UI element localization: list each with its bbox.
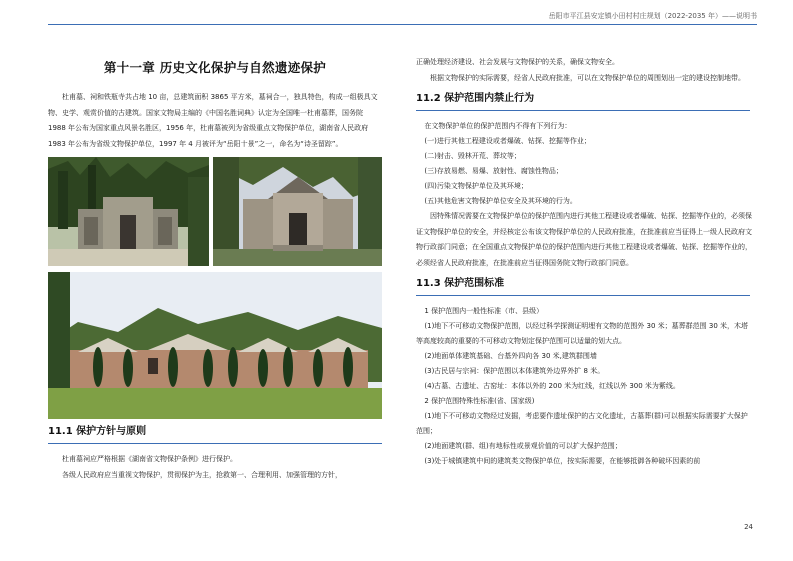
chapter-title: 第十一章 历史文化保护与自然遗迹保护 (103, 60, 327, 75)
special-standard-item: (1)地下不可移动文物经过发掘，考虑要作遗址保护的古文化遗址，古墓葬(群)可以根据实际需要扩大保护范围； (416, 412, 748, 435)
photo-tomb-gate (48, 157, 209, 266)
intro-paragraph: 杜甫墓、祠和铁瓶寺共占地 10 亩，总建筑面积 3865 平方米，墓祠合一，独具特色，构成一组极具文物、史学、观赏价值的古建筑。国家文物局主编的《中国名胜词典》认定为全国唯一杜甫墓葬，国务院 1988 年公布为国家重点风景名胜区，1956 年，杜甫墓被列为省级重点文物保护单位，湖南省人民政府 1983 年公布为省级文物保护单位，1997 年 4 月被评为“岳阳十景”之一，命名为“诗圣留踪”。 (48, 93, 378, 148)
special-case-paragraph: 因特殊情况需要在文物保护单位的保护范围内进行其他工程建设或者爆破、钻探、挖掘等作业的，必须保证文物保护单位的安全，并经核定公布该文物保护单位的人民政府批准，在批准前应当征得上一级人民政府文物行政部门同意；在全国重点文物保护单位的保护范围内进行其他工程建设或者爆破、钻探、挖掘等作业的，必须经省人民政府批准，在批准前应当征得国务院文物行政部门同意。 (416, 212, 752, 267)
prohibited-item: (三)存放易燃、易爆、放射性、腐蚀性物品； (424, 167, 563, 175)
header-rule (48, 24, 757, 25)
general-standard-heading: 1 保护范围内一般性标准（市、县级） (424, 307, 544, 315)
section-11-1-paragraph-2: 各级人民政府应当重视文物保护，贯彻保护为主，抢救第一、合理利用、加强管理的方针， (62, 470, 342, 479)
prohibited-item: (二)射击、毁林开荒、葬坟等； (424, 152, 521, 160)
photo-temple-complex (48, 272, 382, 419)
section-11-3-title: 11.3 保护范围标准 (416, 278, 505, 289)
special-standard-item: (3)处于城镇建筑中间的建筑类文物保护单位，按实际需要，在能够抵御各种破坏因素的前 (424, 457, 701, 465)
general-standard-item: (1)地下不可移动文物保护范围，以经过科学探测证明埋有文物的范围外 30 米；墓葬群范围 30 米，木塔等高度较高的重要的不可移动文物划定保护范围可以适量的划大点。 (416, 322, 749, 345)
page-number: 24 (744, 523, 753, 531)
photo-group (48, 157, 382, 419)
right-column (416, 60, 752, 469)
continued-line: 正确处理经济建设、社会发展与文物保护的关系，确保文物安全。 (416, 58, 619, 66)
photo-ancestral-hall-gate (213, 157, 382, 266)
continued-paragraph: 根据文物保护的实际需要，经省人民政府批准，可以在文物保护单位的周围划出一定的建设控制地带。 (430, 73, 745, 82)
general-standard-item: (2)地面单体建筑基础、台基外四向各 30 米,建筑群围墙 (424, 352, 597, 360)
section-11-2-lead: 在文物保护单位的保护范围内不得有下列行为： (424, 122, 572, 130)
prohibited-item: (五)其他危害文物保护单位安全及其环境的行为。 (424, 197, 577, 205)
special-standard-heading: 2 保护范围特殊性标准(省、国家级) (424, 397, 535, 405)
prohibited-item: (一)进行其他工程建设或者爆破、钻探、挖掘等作业； (424, 137, 591, 145)
general-standard-item: (3)古民居与宗祠：保护范围以本体建筑外边界外扩 8 米。 (424, 367, 605, 375)
section-11-1-rule (48, 443, 382, 444)
special-standard-item: (2)地面建筑(群、组)有地标性或景观价值的可以扩大保护范围； (424, 442, 622, 450)
section-11-2-title: 11.2 保护范围内禁止行为 (416, 93, 535, 104)
general-standard-item: (4)古墓、古遗址、古窑址：本体以外的 200 米为红线，红线以外 300 米为紫线。 (424, 382, 680, 390)
section-11-2-rule (416, 110, 750, 111)
section-11-1-paragraph-1: 杜甫墓祠应严格根据《湖南省文物保护条例》进行保护。 (62, 455, 237, 463)
section-11-3-rule (416, 295, 750, 296)
running-header: 岳阳市平江县安定镇小田村村庄规划（2022-2035 年）——说明书 (548, 12, 757, 20)
left-column (48, 60, 382, 483)
section-11-1-title: 11.1 保护方针与原则 (48, 426, 147, 437)
prohibited-item: (四)污染文物保护单位及其环境； (424, 182, 528, 190)
